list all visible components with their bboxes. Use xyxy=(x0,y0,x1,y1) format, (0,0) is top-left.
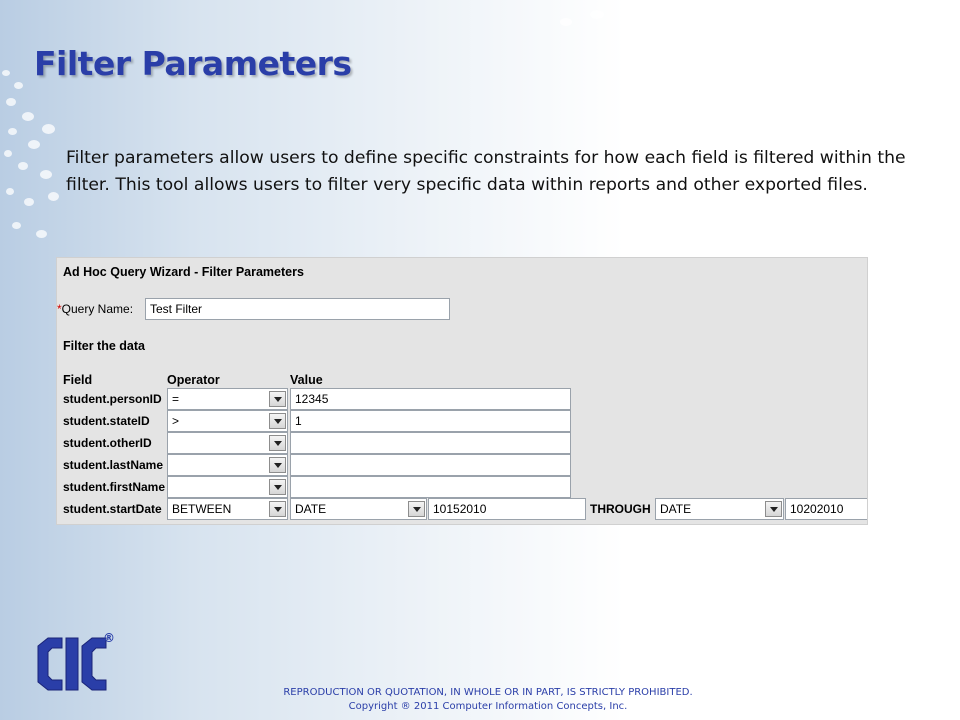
value-input[interactable] xyxy=(290,476,571,498)
dropdown-arrow-icon[interactable] xyxy=(269,457,286,473)
value-input[interactable] xyxy=(290,432,571,454)
date-filter-row xyxy=(57,498,868,520)
filter-row xyxy=(57,476,868,498)
operator-value: > xyxy=(172,414,180,428)
date-type-value: DATE xyxy=(660,502,692,516)
filter-row xyxy=(57,388,868,410)
filter-row xyxy=(57,454,868,476)
intro-paragraph: Filter parameters allow users to define specific constraints for how each field is filtered within the filter. This tool allows users to filter very specific data within reports and other exported files. xyxy=(66,148,906,195)
operator-value: BETWEEN xyxy=(172,502,232,516)
field-label: student.lastName xyxy=(63,458,164,472)
filter-parameters-panel xyxy=(56,257,868,525)
footer-notice: REPRODUCTION OR QUOTATION, IN WHOLE OR IN PART, IS STRICTLY PROHIBITED. xyxy=(283,687,693,698)
value-input[interactable]: 1 xyxy=(290,410,571,432)
end-date-input[interactable]: 10202010 xyxy=(785,498,868,520)
query-name-label xyxy=(57,302,133,316)
operator-select[interactable] xyxy=(167,410,288,432)
dropdown-arrow-icon[interactable] xyxy=(765,501,782,517)
operator-select[interactable] xyxy=(167,432,288,454)
operator-select[interactable] xyxy=(167,388,288,410)
dropdown-arrow-icon[interactable] xyxy=(269,501,286,517)
field-label: student.firstName xyxy=(63,480,166,494)
required-mark: * xyxy=(57,302,62,316)
value-input[interactable]: 12345 xyxy=(290,388,571,410)
slide-title: Filter Parameters xyxy=(34,44,352,83)
start-date-input[interactable]: 10152010 xyxy=(428,498,586,520)
dropdown-arrow-icon[interactable] xyxy=(269,413,286,429)
field-label: student.stateID xyxy=(63,414,150,428)
operator-select[interactable] xyxy=(167,476,288,498)
operator-select[interactable] xyxy=(167,498,288,520)
through-label: THROUGH xyxy=(590,502,651,516)
value-column-header: Value xyxy=(290,373,323,387)
dropdown-arrow-icon[interactable] xyxy=(408,501,425,517)
date-type-select[interactable] xyxy=(290,498,427,520)
footer-copyright: Copyright ® 2011 Computer Information Concepts, Inc. xyxy=(348,701,628,712)
registered-mark: ® xyxy=(103,631,115,645)
date-type-value: DATE xyxy=(295,502,327,516)
field-label: student.otherID xyxy=(63,436,152,450)
field-label: student.startDate xyxy=(63,502,162,516)
query-name-label-text: Query Name: xyxy=(61,302,134,316)
wizard-title: Ad Hoc Query Wizard - Filter Parameters xyxy=(63,265,304,279)
filter-row xyxy=(57,410,868,432)
cic-logo xyxy=(34,636,110,692)
value-input[interactable] xyxy=(290,454,571,476)
query-name-input[interactable]: Test Filter xyxy=(145,298,450,320)
operator-column-header: Operator xyxy=(167,373,220,387)
operator-value: = xyxy=(172,392,180,406)
dropdown-arrow-icon[interactable] xyxy=(269,391,286,407)
field-label: student.personID xyxy=(63,392,162,406)
filter-row xyxy=(57,432,868,454)
operator-select[interactable] xyxy=(167,454,288,476)
filter-section-heading: Filter the data xyxy=(63,339,145,353)
dropdown-arrow-icon[interactable] xyxy=(269,479,286,495)
date-type-select[interactable] xyxy=(655,498,784,520)
dropdown-arrow-icon[interactable] xyxy=(269,435,286,451)
field-column-header: Field xyxy=(63,373,93,387)
